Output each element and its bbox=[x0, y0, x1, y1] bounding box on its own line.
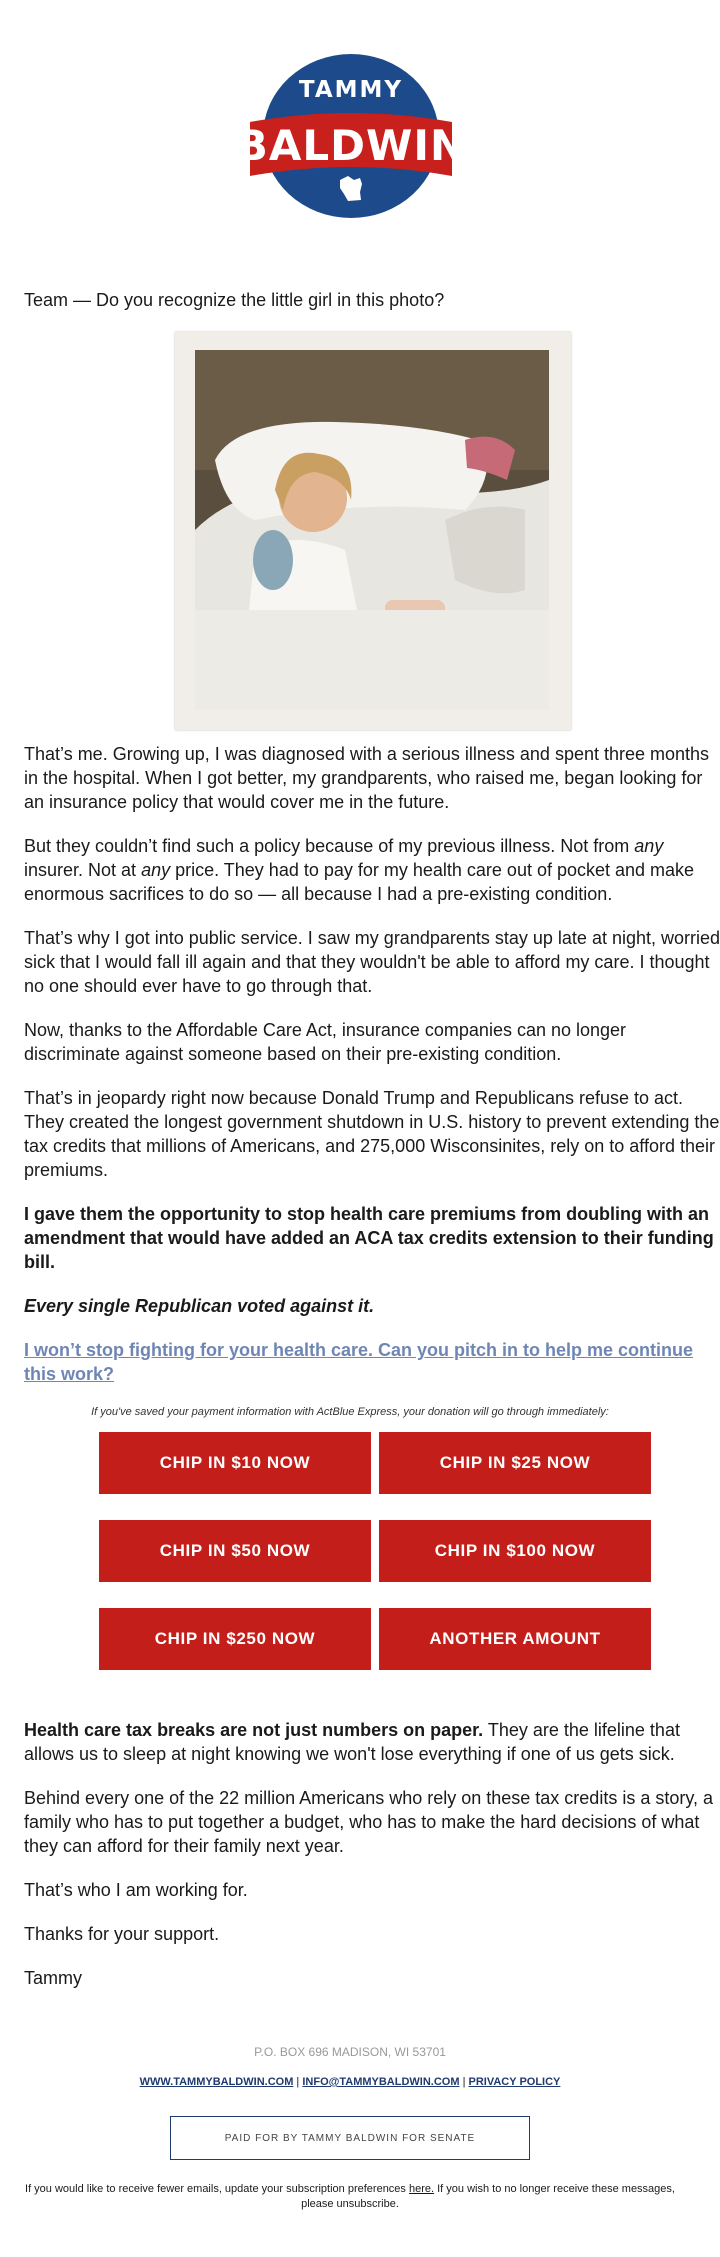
paragraph-6: I gave them the opportunity to stop health care premiums from doubling with an amendment that would have added an ACA tax credits extension to their funding bill. bbox=[24, 1204, 714, 1272]
chip-in-50-button[interactable]: CHIP IN $50 NOW bbox=[99, 1520, 371, 1582]
link-separator: | bbox=[296, 2076, 300, 2088]
footer-links bbox=[0, 2076, 700, 2088]
another-amount-button[interactable]: ANOTHER AMOUNT bbox=[379, 1608, 651, 1670]
paragraph-5: That’s in jeopardy right now because Donald Trump and Republicans refuse to act. They created the longest government shutdown in U.S. history to prevent extending the tax credits that millions of Americans, and 275,000 Wisconsinites, rely on to afford their premiums. bbox=[24, 1088, 720, 1180]
paragraph-3: That’s why I got into public service. I saw my grandparents stay up late at night, worried sick that I would fall ill again and that they wouldn't be able to afford my care. I thought no one should ever have to go through that. bbox=[24, 928, 720, 996]
paragraph-9: Behind every one of the 22 million Americans who rely on these tax credits is a story, a family who has to put together a budget, who has to make the hard decisions of what they can afford for their family next year. bbox=[24, 1788, 714, 1856]
paragraph-2: But they couldn’t find such a policy because of my previous illness. Not from any insurer. Not at any price. They had to pay for my health care out of pocket and make enormous sacrifices to do so — all because I had a pre-existing condition. bbox=[24, 836, 695, 904]
actblue-express-note: If you've saved your payment information with ActBlue Express, your donation will go through immediately: bbox=[91, 1406, 609, 1418]
chip-in-100-button[interactable]: CHIP IN $100 NOW bbox=[379, 1520, 651, 1582]
paragraph-8: Health care tax breaks are not just numbers on paper. They are the lifeline that allows us to sleep at night knowing we won't lose everything if one of us gets sick. bbox=[24, 1720, 680, 1764]
chip-in-10-button[interactable]: CHIP IN $10 NOW bbox=[99, 1432, 371, 1494]
childhood-photo bbox=[175, 332, 571, 730]
link-separator: | bbox=[462, 2076, 466, 2088]
logo-last-name: BALDWIN bbox=[235, 121, 467, 170]
paragraph-7: Every single Republican voted against it. bbox=[24, 1296, 375, 1316]
privacy-policy-link[interactable]: PRIVACY POLICY bbox=[468, 2076, 561, 2088]
website-link[interactable]: WWW.TAMMYBALDWIN.COM bbox=[139, 2076, 294, 2088]
subscription-preferences-link[interactable]: here. bbox=[408, 2183, 435, 2195]
email-footer bbox=[0, 2045, 700, 2212]
chip-in-250-button[interactable]: CHIP IN $250 NOW bbox=[99, 1608, 371, 1670]
donation-ask-link[interactable]: I won’t stop fighting for your health care. Can you pitch in to help me continue this work? bbox=[24, 1340, 694, 1384]
paid-for-disclaimer: PAID FOR BY TAMMY BALDWIN FOR SENATE bbox=[170, 2116, 530, 2160]
unsubscribe-text: If you would like to receive fewer emails, update your subscription preferences here. If you wish to no longer receive these messages, please unsubscribe. bbox=[25, 2183, 675, 2210]
logo-first-name: TAMMY bbox=[298, 77, 404, 103]
paragraph-1: That’s me. Growing up, I was diagnosed with a serious illness and spent three months in the hospital. When I got better, my grandparents, who raised me, began looking for an insurance policy that would cover me in the future. bbox=[24, 744, 710, 812]
email-body bbox=[24, 288, 720, 2010]
paragraph-4: Now, thanks to the Affordable Care Act, insurance companies can no longer discriminate against someone based on their pre-existing condition. bbox=[24, 1020, 627, 1064]
signoff: Tammy bbox=[24, 1968, 82, 1988]
mailing-address: P.O. BOX 696 MADISON, WI 53701 bbox=[254, 2045, 446, 2059]
photo-icon bbox=[195, 350, 549, 710]
logo-graphic bbox=[235, 52, 467, 220]
paragraph-10: That’s who I am working for. bbox=[24, 1880, 248, 1900]
donation-button-grid bbox=[24, 1432, 700, 1702]
email-link[interactable]: INFO@TAMMYBALDWIN.COM bbox=[302, 2076, 460, 2088]
intro-text: Team — Do you recognize the little girl in this photo? bbox=[24, 290, 445, 310]
donation-ask bbox=[24, 1338, 700, 1386]
campaign-logo bbox=[235, 52, 467, 220]
chip-in-25-button[interactable]: CHIP IN $25 NOW bbox=[379, 1432, 651, 1494]
paragraph-11: Thanks for your support. bbox=[24, 1924, 220, 1944]
